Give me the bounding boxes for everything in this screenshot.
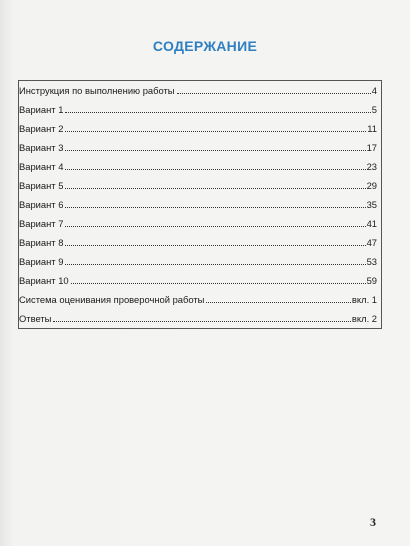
toc-item-label: Вариант 8 (19, 237, 64, 248)
toc-leader-dots (65, 131, 366, 132)
toc-item-label: Вариант 2 (19, 123, 64, 134)
toc-item (19, 214, 381, 233)
toc-leader-dots (53, 321, 351, 322)
toc-item-page: 4 (371, 85, 377, 96)
toc-item-page: 41 (366, 218, 377, 229)
toc-item (19, 271, 381, 290)
toc-item-label: Вариант 1 (19, 104, 64, 115)
toc-leader-dots (65, 264, 365, 265)
toc-item-page: 23 (366, 161, 377, 172)
toc-item-label: Вариант 3 (19, 142, 64, 153)
table-of-contents (18, 80, 382, 329)
toc-leader-dots (65, 169, 365, 170)
toc-leader-dots (65, 245, 365, 246)
toc-leader-dots (65, 188, 365, 189)
toc-item-label: Вариант 9 (19, 256, 64, 267)
toc-item-label: Система оценивания проверочной работы (19, 294, 205, 305)
toc-item-label: Вариант 7 (19, 218, 64, 229)
toc-leader-dots (65, 150, 365, 151)
toc-item-page: 35 (366, 199, 377, 210)
toc-leader-dots (177, 93, 371, 94)
toc-item-page: 29 (366, 180, 377, 191)
toc-item-page: вкл. 2 (351, 313, 377, 324)
toc-item (19, 119, 381, 138)
toc-item (19, 195, 381, 214)
toc-item (19, 252, 381, 271)
toc-leader-dots (65, 207, 365, 208)
toc-leader-dots (65, 226, 365, 227)
toc-item (19, 290, 381, 309)
toc-item-label: Вариант 6 (19, 199, 64, 210)
toc-item-label: Вариант 10 (19, 275, 69, 286)
toc-item-label: Инструкция по выполнению работы (19, 85, 175, 96)
toc-item (19, 157, 381, 176)
toc-item (19, 138, 381, 157)
toc-item-label: Ответы (19, 313, 52, 324)
toc-item-page: 11 (367, 123, 377, 134)
toc-item-page: 5 (371, 104, 377, 115)
toc-item (19, 100, 381, 119)
toc-item-page: 53 (366, 256, 377, 267)
toc-item (19, 81, 381, 100)
toc-item (19, 176, 381, 195)
toc-item (19, 309, 381, 328)
toc-item-label: Вариант 5 (19, 180, 64, 191)
toc-item (19, 233, 381, 252)
toc-leader-dots (65, 112, 370, 113)
page-title: СОДЕРЖАНИЕ (152, 38, 258, 54)
toc-item-page: 17 (366, 142, 377, 153)
page-number: 3 (370, 515, 376, 529)
toc-leader-dots (206, 302, 350, 303)
toc-leader-dots (71, 283, 366, 284)
toc-item-page: 59 (366, 275, 377, 286)
toc-item-label: Вариант 4 (19, 161, 64, 172)
toc-item-page: вкл. 1 (351, 294, 377, 305)
toc-item-page: 47 (366, 237, 377, 248)
